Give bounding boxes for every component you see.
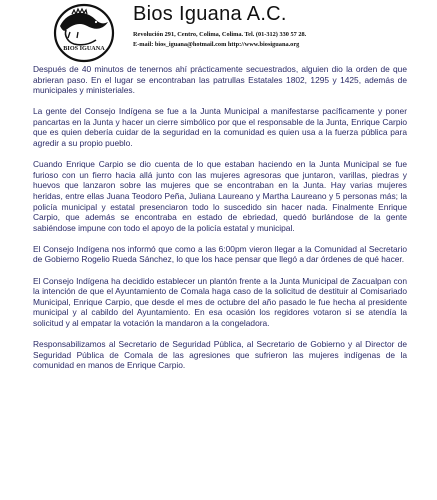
paragraph: Cuando Enrique Carpio se dio cuenta de lo que estaban haciendo en la Junta Municipal se fue furioso con un fierro hacia allá junto con las mujeres agresoras que juntaron, varillas, piedras y huevos que lanzaron sobre las mujeres que se encontraban en la Junta. Hay varias mujeres heridas, entre ellas Juana Teodoro Peña, Juliana Laureano y Martha Laureano y 5 personas más; la policía municipal y estatal presenciaron todo lo suscedido sin hacer nada. Finalmente Enrique Carpio, que además se encontraba en estado de ebriedad, quedó burlándose de la gente sabiéndose impune con todo el apoyo de la policía estatal y municipal.	[33, 159, 407, 233]
iguana-logo-icon	[52, 2, 116, 64]
letter-body	[33, 64, 407, 381]
paragraph: Responsabilizamos al Secretario de Seguridad Pública, al Secretario de Gobierno y al Director de Seguridad Pública de Comala de las agresiones que sufrieron las mujeres indígenas de la comunidad en manos de Enrique Carpio.	[33, 338, 407, 371]
paragraph: La gente del Consejo Indígena se fue a la Junta Municipal a manifestarse pacíficamente y poner pancartas en la Junta y hacer un cierre simbólico por que el responsable de la Junta, Enrique Carpio que es quien debería cuidar de la seguridad en la comunidad es quien usa a la fuerza pública para agredir a su propio pueblo.	[33, 106, 407, 149]
paragraph: Después de 40 minutos de tenernos ahí prácticamente secuestrados, alguien dio la orden de que abrieran paso. En el lugar se encontraban las patrullas Estatales 1802, 1295 y 1425, además de municipales y ministeriales.	[33, 64, 407, 96]
paragraph: El Consejo Indígena nos informó que como a las 6:00pm vieron llegar a la Comunidad al Secretario de Gobierno Rogelio Rueda Sánchez, lo que los hace pensar que llegó a dar órdenes de qué hacer.	[33, 243, 407, 265]
logo-text: BIOS IGUANA	[63, 45, 105, 52]
organization-email-website: E-mail: bios_iguana@hotmail.com http://www.biosiguana.org	[133, 41, 300, 48]
organization-address: Revolución 291, Centro, Colima, Colima. Tel. (01-312) 330 57 28.	[133, 31, 307, 38]
letterhead	[0, 0, 437, 62]
organization-name: Bios Iguana A.C.	[133, 3, 287, 25]
paragraph: El Consejo Indígena ha decidido establecer un plantón frente a la Junta Municipal de Zacualpan con la intención de que el Ayuntamiento de Comala haga caso de la solicitud de destituir al Comisariado Municipal, Enrique Carpio, que desde el mes de octubre del año pasado le fue hecha al presidente municipal y al cabildo del Ayuntamiento. En esa ocasión los regidores votaron si se atendía la solicitud y al empatar la votación la mandaron a la congeladora.	[33, 275, 407, 328]
